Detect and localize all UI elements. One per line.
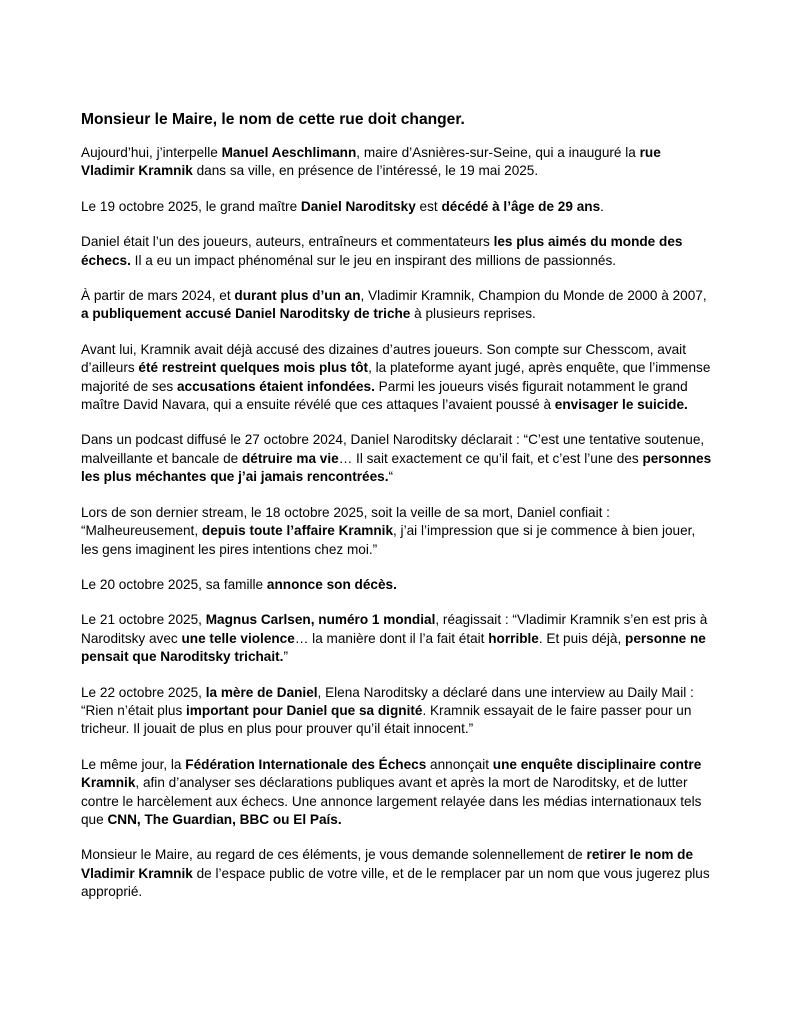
text-run: Le 22 octobre 2025, <box>81 684 206 700</box>
text-run: dans sa ville, en présence de l’intéressé, le 19 mai 2025. <box>192 163 539 179</box>
bold-run: décédé à l’âge de 29 ans <box>441 198 601 214</box>
paragraph-5 <box>81 341 713 415</box>
paragraph-7 <box>81 504 713 559</box>
text-run: Il a eu un impact phénoménal sur le jeu en inspirant des millions de passionnés. <box>130 252 617 268</box>
bold-run: une telle violence <box>181 630 295 646</box>
bold-run: personne ne pensait que Naroditsky trichait. <box>81 630 706 665</box>
text-run: Le 21 octobre 2025, <box>81 612 206 628</box>
text-run: , Vladimir Kramnik, Champion du Monde de 2000 à 2007, <box>360 288 707 304</box>
text-run: , afin d’analyser ses déclarations publiques avant et après la mort de Naroditsky, et de lutter contre le harcèlement aux échecs. Une annonce largement relayée dans les médias internationaux tels que <box>81 775 702 827</box>
text-run: Dans un podcast diffusé le 27 octobre 2024, Daniel Naroditsky déclarait : “C’est une tentative soutenue, malveillante et bancale de <box>81 432 705 466</box>
text-run: , Elena Naroditsky a déclaré dans une interview au Daily Mail : “Rien n’était plus <box>81 684 694 718</box>
paragraph-9 <box>81 611 713 666</box>
paragraph-1 <box>81 144 713 181</box>
paragraph-4 <box>81 287 713 324</box>
text-run: . Et puis déjà, <box>538 630 626 646</box>
bold-run: rue Vladimir Kramnik <box>81 145 661 179</box>
bold-run: annonce son décès. <box>266 576 397 592</box>
bold-run: personnes les plus méchantes que j’ai jamais rencontrées. <box>81 450 712 485</box>
bold-run: Magnus Carlsen, numéro 1 mondial <box>205 612 436 628</box>
text-run: Daniel était l’un des joueurs, auteurs, entraîneurs et commentateurs <box>81 234 494 250</box>
paragraph-12 <box>81 846 713 901</box>
text-run: “ <box>388 469 394 485</box>
text-run: ” <box>283 649 288 665</box>
text-run: . Kramnik essayait de le faire passer pour un tricheur. Il jouait de plus en plus pour prouver qu’il était innocent.” <box>81 702 692 737</box>
bold-run: la mère de Daniel <box>205 684 318 700</box>
paragraph-2 <box>81 198 713 216</box>
bold-run: retirer le nom de Vladimir Kramnik <box>81 847 694 881</box>
text-run: à plusieurs reprises. <box>410 306 536 322</box>
bold-run: a publiquement accusé Daniel Naroditsky de triche <box>81 306 411 322</box>
bold-run: accusations étaient infondées. <box>176 378 375 394</box>
text-run: Lors de son dernier stream, le 18 octobre 2025, soit la veille de sa mort, Daniel confiait : “Malheureusement, <box>81 504 610 539</box>
text-run: , maire d’Asnières-sur-Seine, qui a inauguré la <box>356 145 640 160</box>
bold-run: Fédération Internationale des Échecs <box>185 756 427 772</box>
paragraph-11 <box>81 756 713 830</box>
text-run: annonçait <box>426 756 493 772</box>
text-run: … la manière dont il l’a fait était <box>294 630 489 646</box>
bold-run: Manuel Aeschlimann <box>221 145 357 160</box>
text-run: . <box>600 198 604 214</box>
bold-run: CNN, The Guardian, BBC ou El País. <box>107 811 342 827</box>
text-run: Le 19 octobre 2025, le grand maître <box>81 198 301 214</box>
bold-run: envisager le suicide. <box>554 397 688 413</box>
text-run: , j’ai l’impression que si je commence à bien jouer, les gens imaginent les pires intentions chez moi.” <box>81 523 696 557</box>
text-run: Avant lui, Kramnik avait déjà accusé des dizaines d’autres joueurs. Son compte sur Chesscom, avait d’ailleurs <box>81 341 686 376</box>
bold-run: important pour Daniel que sa dignité <box>186 702 423 718</box>
letter-body <box>81 110 713 919</box>
text-run: Aujourd’hui, j’interpelle <box>81 145 222 160</box>
bold-run: été restreint quelques mois plus tôt <box>138 360 369 376</box>
bold-run: depuis toute l’affaire Kramnik <box>201 523 393 539</box>
text-run: … Il sait exactement ce qu’il fait, et c’est l’une des <box>338 450 643 466</box>
bold-run: détruire ma vie <box>241 450 339 466</box>
text-run: de l’espace public de votre ville, et de le remplacer par un nom que vous jugerez plus approprié. <box>81 865 710 900</box>
paragraph-6 <box>81 431 713 486</box>
bold-run: Daniel Naroditsky <box>300 198 416 214</box>
text-run: Le même jour, la <box>81 756 186 772</box>
bold-run: une enquête disciplinaire contre Kramnik <box>81 756 702 791</box>
text-run: À partir de mars 2024, et <box>81 288 235 304</box>
letter-title: Monsieur le Maire, le nom de cette rue doit changer. <box>81 111 465 128</box>
text-run: Parmi les joueurs visés figurait notamment le grand maître David Navara, qui a ensuite révélé que ces attaques l’avaient poussé à <box>81 378 688 413</box>
text-run: , la plateforme ayant jugé, après enquête, que l’immense majorité de ses <box>81 360 711 394</box>
paragraph-3 <box>81 233 713 270</box>
paragraph-8 <box>81 576 713 594</box>
bold-run: les plus aimés du monde des échecs. <box>81 234 683 268</box>
text-run: Le 20 octobre 2025, sa famille <box>81 576 267 592</box>
text-run: est <box>415 198 442 214</box>
text-run: , réagissait : “Vladimir Kramnik s’en est pris à Naroditsky avec <box>81 612 708 646</box>
bold-run: horrible <box>488 630 539 646</box>
text-run: Monsieur le Maire, au regard de ces éléments, je vous demande solennellement de <box>81 847 587 863</box>
bold-run: durant plus d’un an <box>234 288 361 304</box>
paragraph-10 <box>81 684 713 739</box>
